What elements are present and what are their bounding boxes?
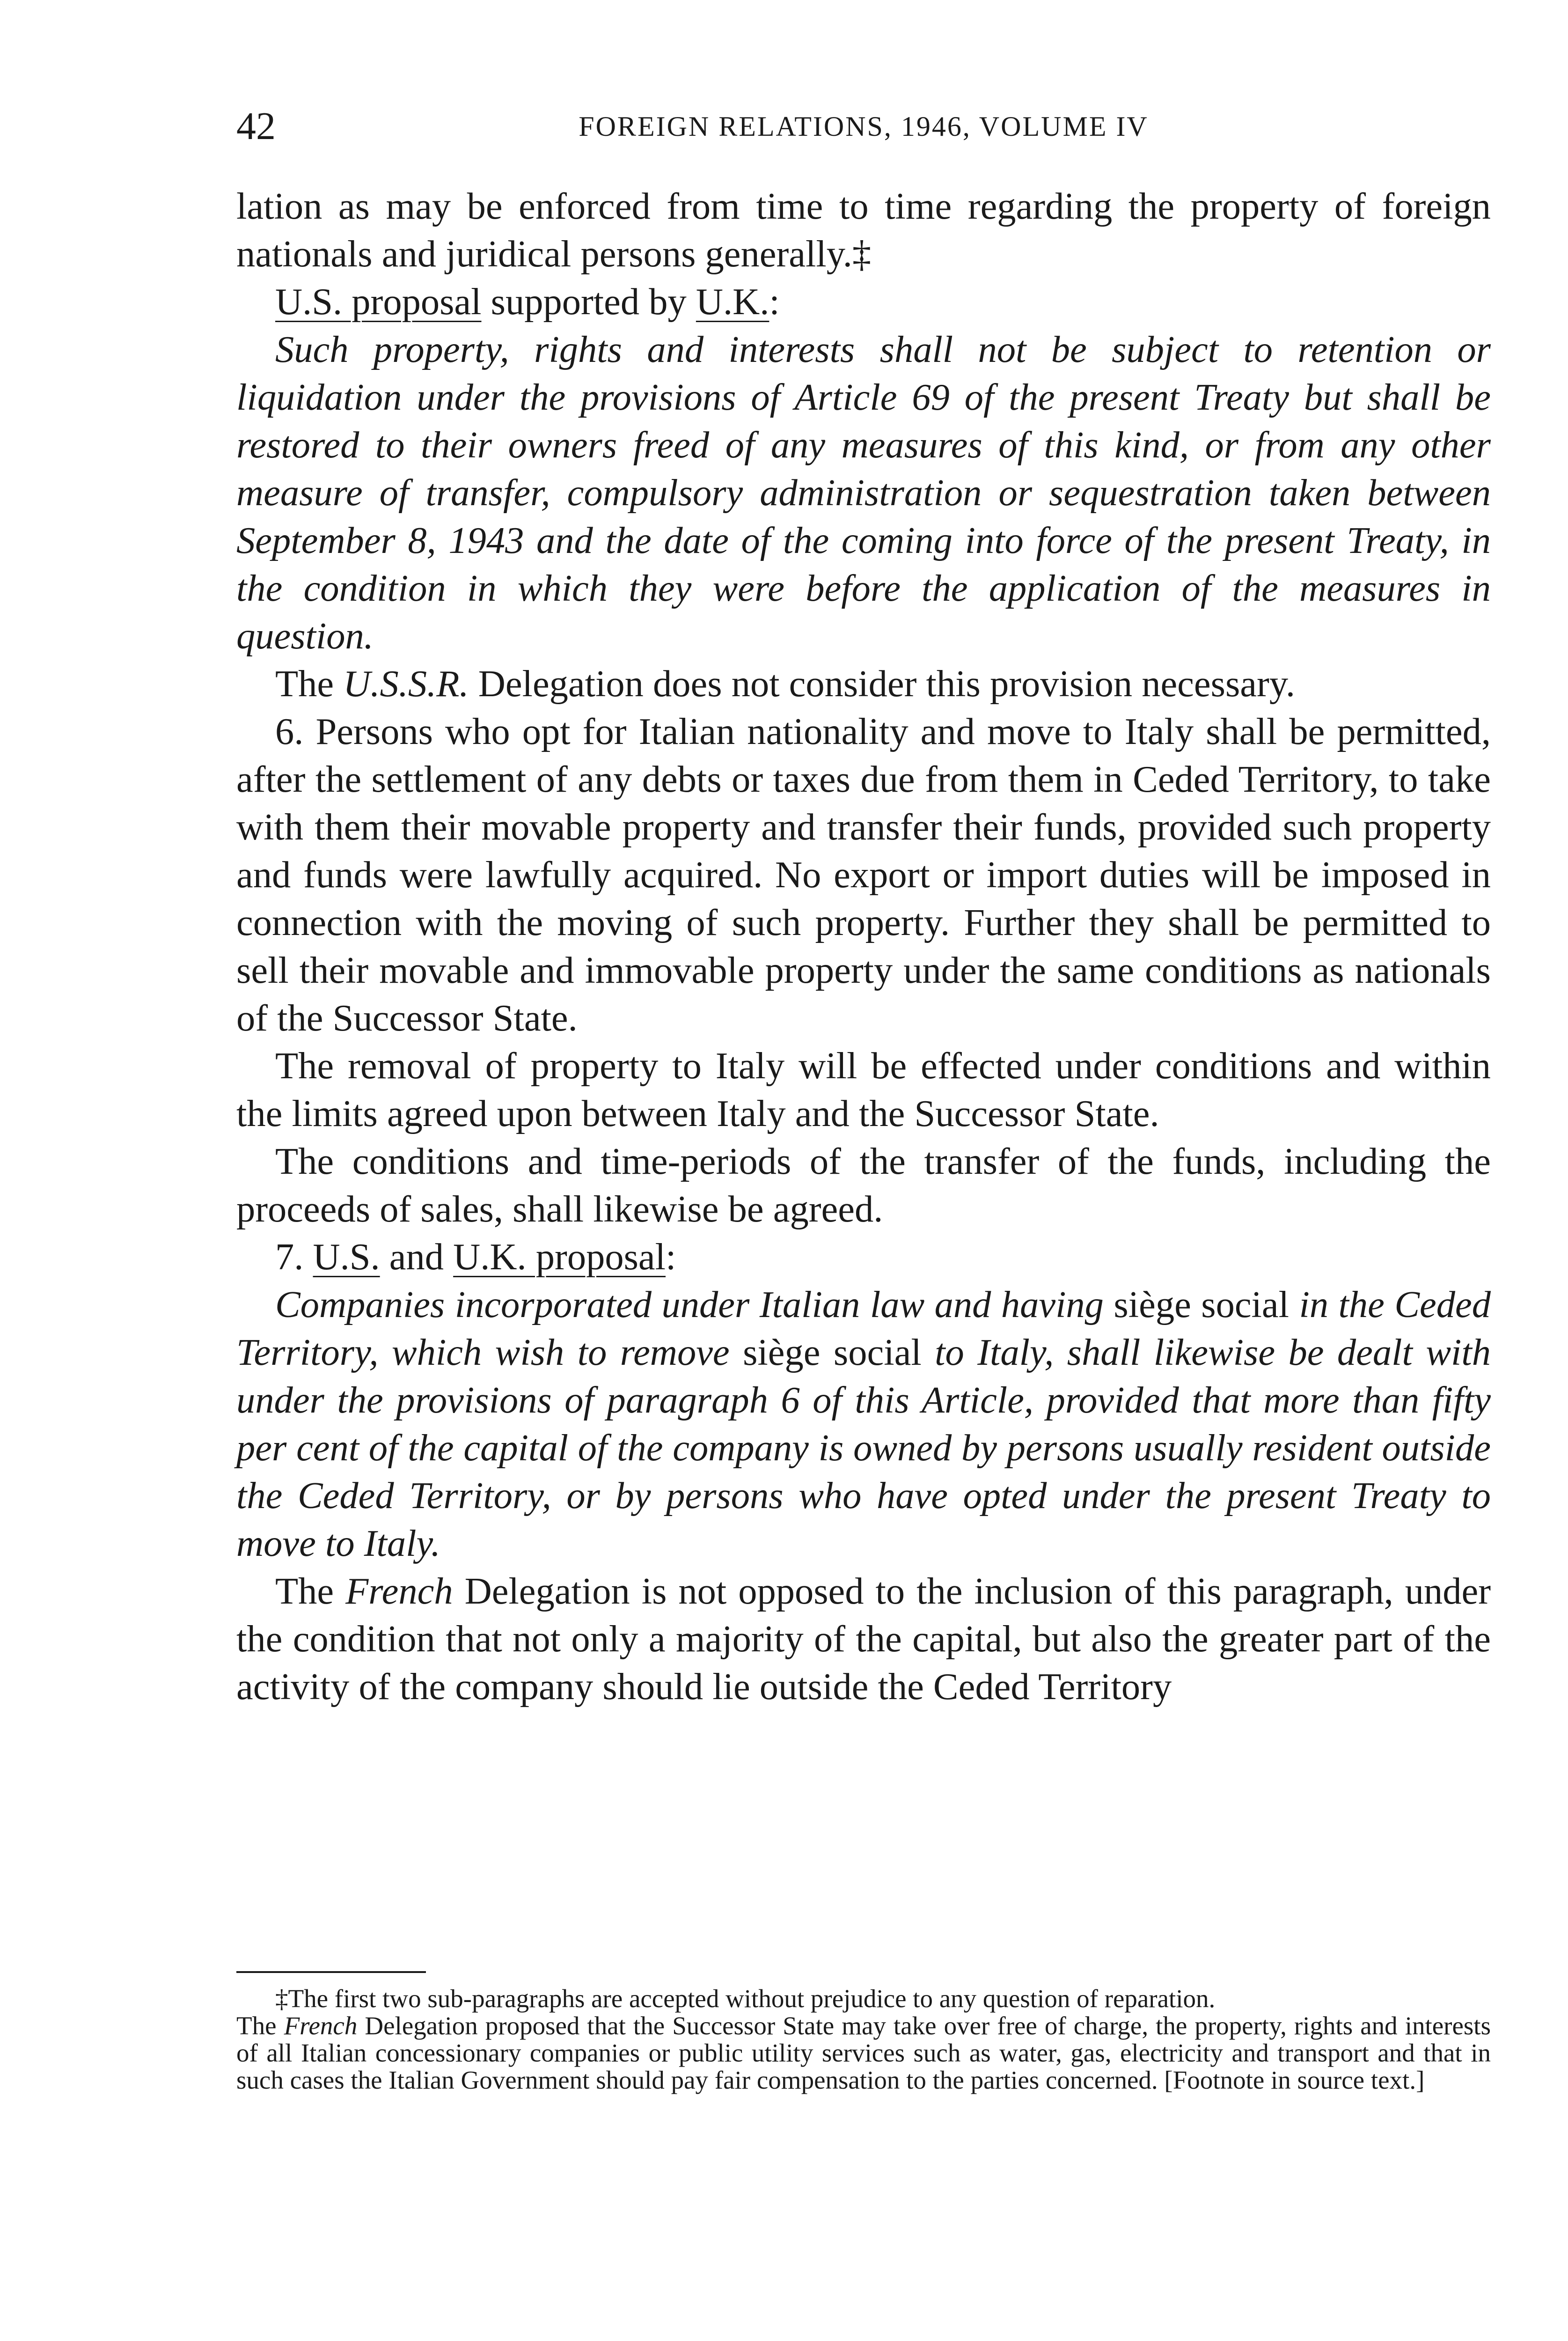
paragraph-6: 6. Persons who opt for Italian nationality and move to Italy shall be permitted, after the settlement of any debts or taxes due from them in Ceded Territory, to take with them their movable property and transfer their funds, provided such property and funds were lawfully acquired. No export or import duties will be imposed in connection with the moving of such property. Further they shall be permitted to sell their movable and immovable property under the same conditions as nationals of the Successor State. bbox=[236, 711, 1491, 1039]
footnote-rule bbox=[236, 1971, 426, 1973]
footnote-1: ‡The first two sub-paragraphs are accepted without prejudice to any question of reparation. bbox=[275, 1984, 1216, 2013]
ussr-statement-end: Delegation does not consider this provision necessary. bbox=[469, 663, 1295, 705]
footnote-2 bbox=[236, 2012, 1491, 2094]
companies-proposal-text bbox=[236, 1281, 1491, 1568]
french-statement bbox=[236, 1568, 1491, 1711]
proposal-label-us bbox=[236, 278, 1491, 326]
running-head bbox=[236, 101, 1491, 152]
header-title: FOREIGN RELATIONS, 1946, VOLUME IV bbox=[579, 111, 1149, 142]
footnote-2-end: Delegation proposed that the Successor State may take over free of charge, the property, rights and interests of all Italian concessionary companies or public utility services such as water, gas, electricity and transport and that in such cases the Italian Government should pay fair compensation to the parties concerned. [Footnote in source text.] bbox=[236, 2011, 1491, 2094]
siege-social-1: siège social bbox=[1103, 1284, 1299, 1325]
companies-text-c: in the Ceded Territory, which wish to remove bbox=[236, 1284, 1491, 1373]
body-text bbox=[236, 183, 1491, 1711]
page-number: 42 bbox=[236, 104, 276, 148]
companies-text-e: to Italy, shall likewise be dealt with under the provisions of paragraph 6 of this Article, provided that more than fifty per cent of the capital of the company is owned by persons usually resident outside the Ceded Territory, or by persons who have opted under the present Treaty to move to Italy. bbox=[236, 1332, 1491, 1564]
french-delegation-name: French bbox=[345, 1570, 453, 1612]
uk-proposal-underlined: U.K. proposal bbox=[453, 1236, 666, 1278]
paragraph-7-number: 7. bbox=[275, 1236, 313, 1278]
paragraph-continuation: lation as may be enforced from time to time regarding the property of foreign nationals and juridical persons generally.‡ bbox=[236, 185, 1491, 275]
french-statement-start: The bbox=[275, 1570, 346, 1612]
paragraph-removal: The removal of property to Italy will be effected under conditions and within the limits agreed upon between Italy and the Successor State. bbox=[236, 1045, 1491, 1134]
and-text: and bbox=[380, 1236, 454, 1278]
ussr-statement-start: The bbox=[275, 663, 344, 705]
french-statement-end: Delegation is not opposed to the inclusion of this paragraph, under the condition that not only a majority of the capital, but also the greater part of the activity of the company should lie outside the Ceded Territory bbox=[236, 1570, 1491, 1708]
siege-social-2: siège social bbox=[729, 1332, 935, 1373]
us-proposal-underlined: U.S. proposal bbox=[275, 281, 482, 323]
ussr-statement bbox=[236, 660, 1491, 708]
us-proposal-text: Such property, rights and interests shall not be subject to retention or liquidation under the provisions of Article 69 of the present Treaty but shall be restored to their owners freed of any measures of this kind, or from any other measure of transfer, compulsory administration or sequestration taken between September 8, 1943 and the date of the coming into force of the present Treaty, in the condition in which they were before the application of the measures in question. bbox=[236, 329, 1491, 657]
companies-text-a: Companies incorporated under Italian law and having bbox=[275, 1284, 1104, 1325]
footnote-2-start: The bbox=[236, 2011, 284, 2040]
footnotes bbox=[236, 1985, 1491, 2094]
proposal-label-7 bbox=[236, 1233, 1491, 1281]
label-colon-7: : bbox=[666, 1236, 676, 1278]
ussr-delegation-name: U.S.S.R. bbox=[343, 663, 469, 705]
uk-underlined: U.K. bbox=[696, 281, 769, 323]
footnote-french: French bbox=[284, 2011, 358, 2040]
us-underlined: U.S. bbox=[313, 1236, 380, 1278]
label-colon: : bbox=[769, 281, 780, 323]
paragraph-conditions: The conditions and time-periods of the transfer of the funds, including the proceeds of sales, shall likewise be agreed. bbox=[236, 1141, 1491, 1230]
supported-by-text: supported by bbox=[481, 281, 696, 323]
